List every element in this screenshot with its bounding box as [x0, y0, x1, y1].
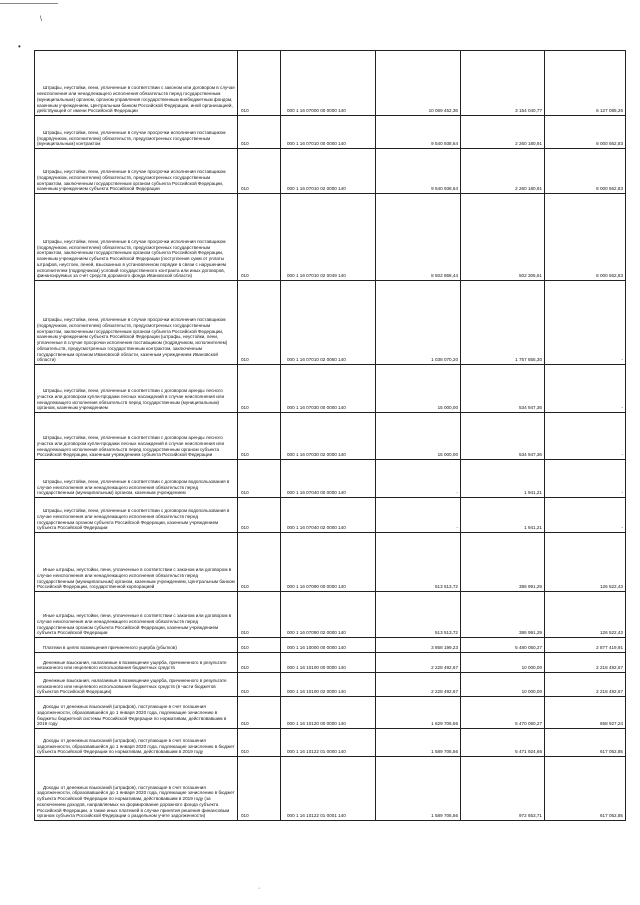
row-budget-code: 000 1 16 07000 00 0000 140	[281, 51, 376, 116]
row-line-code: 010	[238, 51, 281, 116]
row-approved-amount: 513 513,72	[376, 592, 461, 638]
table-row	[35, 498, 626, 533]
revenue-table-body	[35, 51, 626, 821]
table-row	[35, 729, 626, 757]
row-budget-code: 000 1 16 07090 02 0000 140	[281, 592, 376, 638]
row-remaining-amount: 658 927,24	[545, 697, 626, 729]
row-approved-amount: -	[376, 498, 461, 533]
scan-mark: •	[18, 42, 21, 51]
row-name: Штрафы, неустойки, пени, уплаченные в случае просрочки исполнения поставщиком (подрядчиком, исполнителем) обязательств, предусмотренных государственным контрактом, заключенным государственным органом субъекта Российской Федерации, казенным учреждением субъекта Российской Федерации	[35, 149, 238, 194]
row-line-code: 010	[238, 638, 281, 653]
row-budget-code: 000 1 16 07030 00 0000 140	[281, 365, 376, 413]
row-remaining-amount: 8 000 562,83	[545, 194, 626, 281]
table-row	[35, 757, 626, 821]
row-executed-amount: 1 941,21	[461, 498, 545, 533]
row-name: Штрафы, неустойки, пени, уплаченные в соответствии с законом или договором в случае неисполнения или ненадлежащего исполнения обязательств перед государственным (муниципальным) органом, органом управления государственным внебюджетным фондом, казенным учреждением, Центральным банком Российской Федерации, иной организацией, действующей от имени Российской Федерации	[35, 51, 238, 116]
row-name: Иные штрафы, неустойки, пени, уплаченные в соответствии с законом или договором в случае неисполнения или ненадлежащего исполнения обязательств перед государственным (муниципальным) органом, казенным учреждением, Центральным банком Российской Федерации, государственной корпорацией	[35, 533, 238, 592]
row-line-code: 010	[238, 498, 281, 533]
row-approved-amount: 8 502 868,44	[376, 194, 461, 281]
row-budget-code: 000 1 16 10100 00 0000 140	[281, 653, 376, 673]
row-remaining-amount: 617 052,85	[545, 729, 626, 757]
row-executed-amount: 10 000,00	[461, 673, 545, 697]
row-name: Штрафы, неустойки, пени, уплаченные в соответствии с договором аренды лесного участка или договором купли-продажи лесных насаждений в случае неисполнения или ненадлежащего исполнения обязательств перед государственным органом субъекта Российской Федерации, казенным учреждением субъекта Российской Федерации	[35, 413, 238, 460]
row-line-code: 010	[238, 653, 281, 673]
row-executed-amount: 5 471 924,66	[461, 729, 545, 757]
row-budget-code: 000 1 16 07030 02 0000 140	[281, 413, 376, 460]
row-executed-amount: 5 480 050,27	[461, 638, 545, 653]
row-line-code: 010	[238, 413, 281, 460]
row-line-code: 010	[238, 365, 281, 413]
row-approved-amount: 9 540 938,64	[376, 116, 461, 149]
row-budget-code: 000 1 16 10120 00 0000 140	[281, 697, 376, 729]
row-executed-amount: 2 260 180,91	[461, 116, 545, 149]
row-line-code: 010	[238, 729, 281, 757]
row-budget-code: 000 1 16 10122 01 0000 140	[281, 729, 376, 757]
row-line-code: 010	[238, 697, 281, 729]
row-line-code: 010	[238, 194, 281, 281]
row-name: Доходы от денежных взысканий (штрафов), поступающие в счет погашения задолженности, образовавшейся до 1 января 2020 года, подлежащие зачислению в бюджет субъекта Российской Федерации по нормативам, действовавшим в 2019 году (за исключением доходов, направляемых на формирование дорожного фонда субъекта Российской Федерации, а также иных платежей в случае принятия решения финансовым органом субъекта Российской Федерации о раздельном учете задолженности)	[35, 757, 238, 821]
row-approved-amount: 2 228 492,67	[376, 673, 461, 697]
table-row	[35, 149, 626, 194]
row-budget-code: 000 1 16 07040 02 0000 140	[281, 498, 376, 533]
row-approved-amount: 15 000,00	[376, 413, 461, 460]
row-budget-code: 000 1 16 07010 02 0050 140	[281, 281, 376, 365]
scan-mark: ·	[258, 885, 261, 892]
row-remaining-amount: -	[545, 365, 626, 413]
row-approved-amount: 15 000,00	[376, 365, 461, 413]
row-line-code: 010	[238, 533, 281, 592]
row-executed-amount: 10 000,00	[461, 653, 545, 673]
row-approved-amount: 10 069 452,36	[376, 51, 461, 116]
table-row	[35, 116, 626, 149]
revenue-table	[34, 50, 626, 821]
row-name: Штрафы, неустойки, пени, уплаченные в соответствии с договором водопользования в случае неисполнения или ненадлежащего исполнения обязательств перед государственным органом субъекта Российской Федерации, казенным учреждением субъекта Российской Федерации	[35, 498, 238, 533]
row-approved-amount: 3 858 199,23	[376, 638, 461, 653]
row-executed-amount: 534 947,36	[461, 413, 545, 460]
table-row	[35, 365, 626, 413]
row-executed-amount: 386 991,29	[461, 533, 545, 592]
row-name: Платежи в целях возмещения причиненного ущерба (убытков)	[35, 638, 238, 653]
row-remaining-amount: -	[545, 498, 626, 533]
row-line-code: 010	[238, 757, 281, 821]
row-approved-amount: 1 629 706,56	[376, 697, 461, 729]
row-remaining-amount: 8 000 562,83	[545, 149, 626, 194]
row-name: Штрафы, неустойки, пени, уплаченные в соответствии с договором аренды лесного участка или договором купли-продажи лесных насаждений в случае неисполнения или ненадлежащего исполнения обязательств перед государственным (муниципальным) органом, казенным учреждением	[35, 365, 238, 413]
row-line-code: 010	[238, 116, 281, 149]
table-row	[35, 638, 626, 653]
row-line-code: 010	[238, 460, 281, 498]
row-remaining-amount: 126 522,43	[545, 592, 626, 638]
row-name: Штрафы, неустойки, пени, уплаченные в случае просрочки исполнения поставщиком (подрядчиком, исполнителем) обязательств, предусмотренных государственным контрактом, заключенным государственным органом субъекта Российской Федерации, казенным учреждением субъекта Российской Федерации (штрафы, неустойки, пени, уплаченные в случае просрочки исполнения поставщиком (подрядчиком, исполнителем) обязательств, предусмотренных государственным контрактом, заключенным государственным органом Ивановской области, казенным учреждением Ивановской области)	[35, 281, 238, 365]
row-remaining-amount: -	[545, 460, 626, 498]
row-approved-amount: 1 038 070,20	[376, 281, 461, 365]
row-remaining-amount: 6 127 085,26	[545, 51, 626, 116]
row-remaining-amount: -	[545, 413, 626, 460]
row-executed-amount: 534 947,36	[461, 365, 545, 413]
table-row	[35, 460, 626, 498]
table-row	[35, 592, 626, 638]
row-name: Денежные взыскания, налагаемые в возмещение ущерба, причиненного в результате незаконного или нецелевого использования бюджетных средств	[35, 653, 238, 673]
row-executed-amount: 2 260 180,91	[461, 149, 545, 194]
row-executed-amount: 5 470 050,27	[461, 697, 545, 729]
table-row	[35, 653, 626, 673]
row-budget-code: 000 1 16 07010 02 0000 140	[281, 149, 376, 194]
row-approved-amount: -	[376, 460, 461, 498]
row-line-code: 010	[238, 673, 281, 697]
row-budget-code: 000 1 16 07040 00 0000 140	[281, 460, 376, 498]
row-budget-code: 000 1 16 07010 02 0049 140	[281, 194, 376, 281]
row-name: Иные штрафы, неустойки, пени, уплаченные в соответствии с законом или договором в случае неисполнения или ненадлежащего исполнения обязательств перед государственным органом субъекта Российской Федерации, казенным учреждением субъекта Российской Федерации	[35, 592, 238, 638]
row-name: Доходы от денежных взысканий (штрафов), поступающие в счет погашения задолженности, образовавшейся до 1 января 2020 года, подлежащие зачислению в бюджет субъекта Российской Федерации по нормативам, действовавшим в 2019 году	[35, 729, 238, 757]
row-name: Штрафы, неустойки, пени, уплаченные в случае просрочки исполнения поставщиком (подрядчиком, исполнителем) обязательств, предусмотренных государственным контрактом, заключенным государственным органом субъекта Российской Федерации, казенным учреждением субъекта Российской Федерации (поступления сумм от уплаты штрафов, неустоек, пеней, взысканных в установленном порядке в связи с нарушением исполнителем (подрядчиком) условий государственного контракта или иных договоров, финансируемых за счет средств дорожного фонда Ивановской области)	[35, 194, 238, 281]
table-row	[35, 533, 626, 592]
row-budget-code: 000 1 16 10122 01 0001 140	[281, 757, 376, 821]
table-row	[35, 51, 626, 116]
row-budget-code: 000 1 16 07010 00 0000 140	[281, 116, 376, 149]
row-name: Штрафы, неустойки, пени, уплаченные в случае просрочки исполнения поставщиком (подрядчиком, исполнителем) обязательств, предусмотренных государственным (муниципальным) контрактом	[35, 116, 238, 149]
table-row	[35, 194, 626, 281]
row-approved-amount: 9 540 938,64	[376, 149, 461, 194]
row-name: Штрафы, неустойки, пени, уплаченные в соответствии с договором водопользования в случае неисполнения или ненадлежащего исполнения обязательств перед государственным (муниципальным) органом, казенным учреждением	[35, 460, 238, 498]
row-executed-amount: 1 941,21	[461, 460, 545, 498]
row-executed-amount: 502 305,61	[461, 194, 545, 281]
row-remaining-amount: -	[545, 281, 626, 365]
row-remaining-amount: 2 877 419,91	[545, 638, 626, 653]
row-executed-amount: 386 991,29	[461, 592, 545, 638]
row-remaining-amount: 8 000 562,83	[545, 116, 626, 149]
row-name: Доходы от денежных взысканий (штрафов), поступающие в счет погашения задолженности, образовавшейся до 1 января 2020 года, подлежащие зачислению в бюджеты бюджетной системы Российской Федерации по нормативам, действовавшим в 2019 году	[35, 697, 238, 729]
row-approved-amount: 513 513,72	[376, 533, 461, 592]
row-approved-amount: 1 589 706,56	[376, 757, 461, 821]
row-executed-amount: 972 653,71	[461, 757, 545, 821]
row-approved-amount: 2 228 492,67	[376, 653, 461, 673]
row-executed-amount: 3 154 040,77	[461, 51, 545, 116]
row-executed-amount: 1 757 855,30	[461, 281, 545, 365]
table-row	[35, 413, 626, 460]
row-remaining-amount: 617 052,85	[545, 757, 626, 821]
row-budget-code: 000 1 16 07090 00 0000 140	[281, 533, 376, 592]
row-line-code: 010	[238, 281, 281, 365]
scan-mark: \	[40, 16, 42, 23]
row-remaining-amount: 126 522,43	[545, 533, 626, 592]
row-line-code: 010	[238, 592, 281, 638]
row-budget-code: 000 1 16 10000 00 0000 140	[281, 638, 376, 653]
row-line-code: 010	[238, 149, 281, 194]
row-name: Денежные взыскания, налагаемые в возмещение ущерба, причиненного в результате незаконного или нецелевого использования бюджетных средств (в части бюджетов субъектов Российской Федерации)	[35, 673, 238, 697]
table-row	[35, 697, 626, 729]
table-row	[35, 673, 626, 697]
row-budget-code: 000 1 16 10100 02 0000 140	[281, 673, 376, 697]
table-row	[35, 281, 626, 365]
row-remaining-amount: 2 218 492,67	[545, 653, 626, 673]
row-approved-amount: 1 589 706,56	[376, 729, 461, 757]
top-rule	[0, 3, 58, 4]
row-remaining-amount: 2 218 492,67	[545, 673, 626, 697]
